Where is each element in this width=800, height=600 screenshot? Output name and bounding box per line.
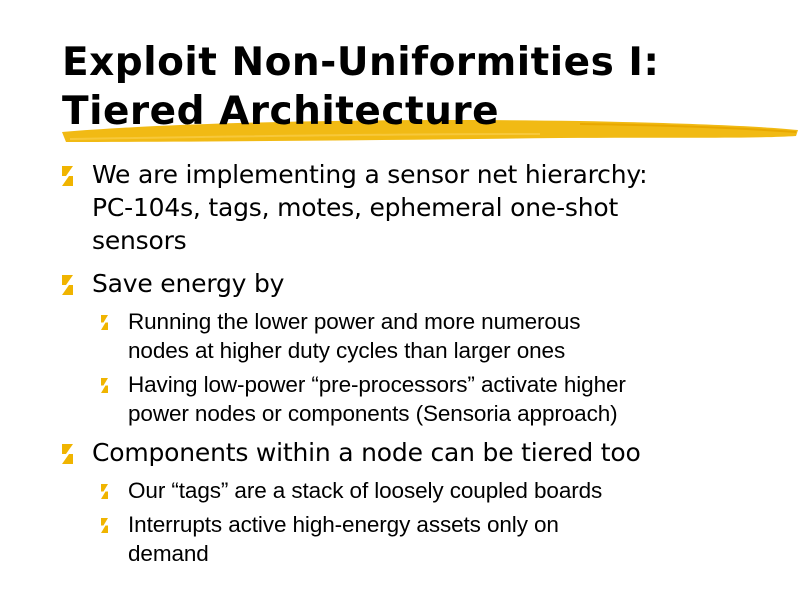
title-line-1: Exploit Non-Uniformities I: [62, 40, 660, 85]
bullet-line: PC-104s, tags, motes, ephemeral one-shot [92, 193, 619, 222]
zigzag-bullet-icon [62, 166, 73, 186]
bullet-item [62, 436, 782, 469]
sub-bullet-item [101, 510, 761, 568]
sub-bullet-line: Running the lower power and more numerous [128, 309, 581, 334]
bullet-text [92, 158, 782, 257]
title-line-2: Tiered Architecture [62, 89, 500, 134]
bullet-line: Components within a node can be tiered too [92, 438, 641, 467]
sub-bullet-line: power nodes or components (Sensoria approach) [128, 401, 618, 426]
bullet-line: Save energy by [92, 269, 285, 298]
zigzag-bullet-icon [101, 518, 108, 533]
sub-bullet-line: nodes at higher duty cycles than larger ones [128, 338, 566, 363]
bullet-line: We are implementing a sensor net hierarchy: [92, 160, 648, 189]
sub-bullet-line: Having low-power “pre-processors” activate higher [128, 372, 626, 397]
bullet-text [92, 436, 782, 469]
slide-title [62, 38, 660, 136]
sub-bullet-line: demand [128, 541, 209, 566]
sub-bullet-text [128, 510, 761, 568]
sub-bullet-item [101, 307, 761, 365]
bullet-line: sensors [92, 226, 187, 255]
zigzag-bullet-icon [101, 315, 108, 330]
sub-bullet-text [128, 370, 761, 428]
zigzag-bullet-icon [101, 484, 108, 499]
bullet-item [62, 158, 782, 257]
zigzag-bullet-icon [62, 444, 73, 464]
bullet-item [62, 267, 782, 300]
sub-bullet-line: Our “tags” are a stack of loosely coupled boards [128, 478, 603, 503]
sub-bullet-text [128, 476, 761, 505]
sub-bullet-text [128, 307, 761, 365]
zigzag-bullet-icon [62, 275, 73, 295]
sub-bullet-line: Interrupts active high-energy assets only on [128, 512, 559, 537]
zigzag-bullet-icon [101, 378, 108, 393]
sub-bullet-item [101, 476, 761, 505]
sub-bullet-item [101, 370, 761, 428]
bullet-text [92, 267, 782, 300]
